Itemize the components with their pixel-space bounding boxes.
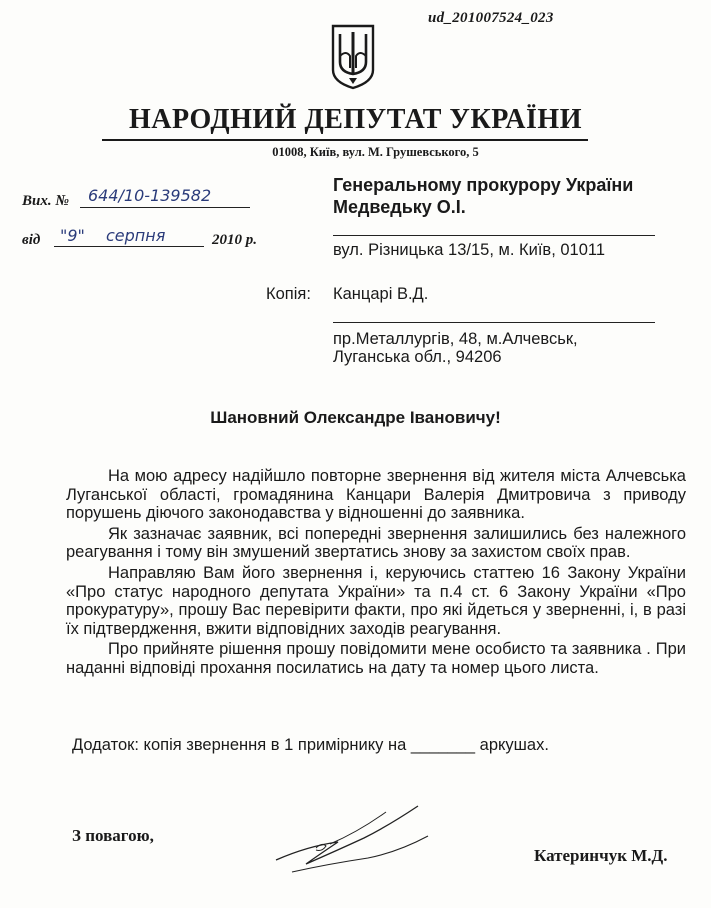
copy-address-line2: Луганська обл., 94206 [333, 348, 502, 366]
copy-label: Копія: [266, 285, 311, 303]
recipient-name: Медведьку О.І. [333, 197, 466, 217]
letterhead-divider [102, 139, 588, 141]
copy-address-line1: пр.Металлургів, 48, м.Алчевськ, [333, 330, 578, 348]
outgoing-number-label: Вих. № [22, 193, 70, 209]
body-paragraph: Як зазначає заявник, всі попередні звернення залишились без належного реагування і тому він змушений звертатись знову за захистом своїх прав. [66, 524, 686, 562]
outgoing-number-underline [80, 207, 250, 208]
recipient-address: вул. Різницька 13/15, м. Київ, 01011 [333, 241, 606, 259]
trident-emblem-icon [330, 22, 376, 90]
body-paragraph: Про прийняте рішення прошу повідомити мене особисто та заявника . При наданні відповіді прохання посилатись на дату та номер цього листа. [66, 640, 686, 677]
attachment-note: Додаток: копія звернення в 1 примірнику на _______ аркушах. [72, 736, 549, 754]
letter-body [66, 467, 686, 680]
recipient-rule [333, 235, 655, 236]
body-paragraph: Направляю Вам його звернення і, керуючись статтею 16 Закону України «Про статус народного депутата України» та п.4 ст. 6 Закону України «Про прокуратуру», прошу Вас перевірити факти, про які йдеться у зверненні, і, в разі їх підтвердження, вжити відповідних заходів реагування. [66, 563, 686, 638]
salutation: Шановний Олександре Івановичу! [210, 408, 501, 427]
handwritten-signature [268, 798, 438, 878]
date-underline [54, 246, 204, 247]
copy-rule [333, 322, 655, 323]
recipient-title: Генеральному прокурору України [333, 175, 634, 195]
date-month: серпня [106, 226, 166, 245]
date-day: "9" [60, 226, 85, 245]
date-year: 2010 р. [212, 232, 257, 248]
copy-name: Канцарі В.Д. [333, 285, 429, 303]
closing-phrase: З повагою, [72, 826, 154, 845]
letterhead-title: НАРОДНИЙ ДЕПУТАТ УКРАЇНИ [129, 104, 582, 135]
letterhead-address: 01008, Київ, вул. М. Грушевського, 5 [272, 145, 479, 159]
document-id: ud_201007524_023 [428, 10, 554, 26]
signer-name: Катеринчук М.Д. [534, 846, 668, 865]
outgoing-number-value: 644/10-139582 [88, 186, 212, 205]
date-label: від [22, 232, 41, 248]
recipient-block [333, 174, 633, 218]
body-paragraph: На мою адресу надійшло повторне звернення від жителя міста Алчевська Луганської області, громадянина Канцари Валерія Дмитровича з приводу порушень діючого законодавства у відношенні до заявника. [66, 467, 686, 523]
